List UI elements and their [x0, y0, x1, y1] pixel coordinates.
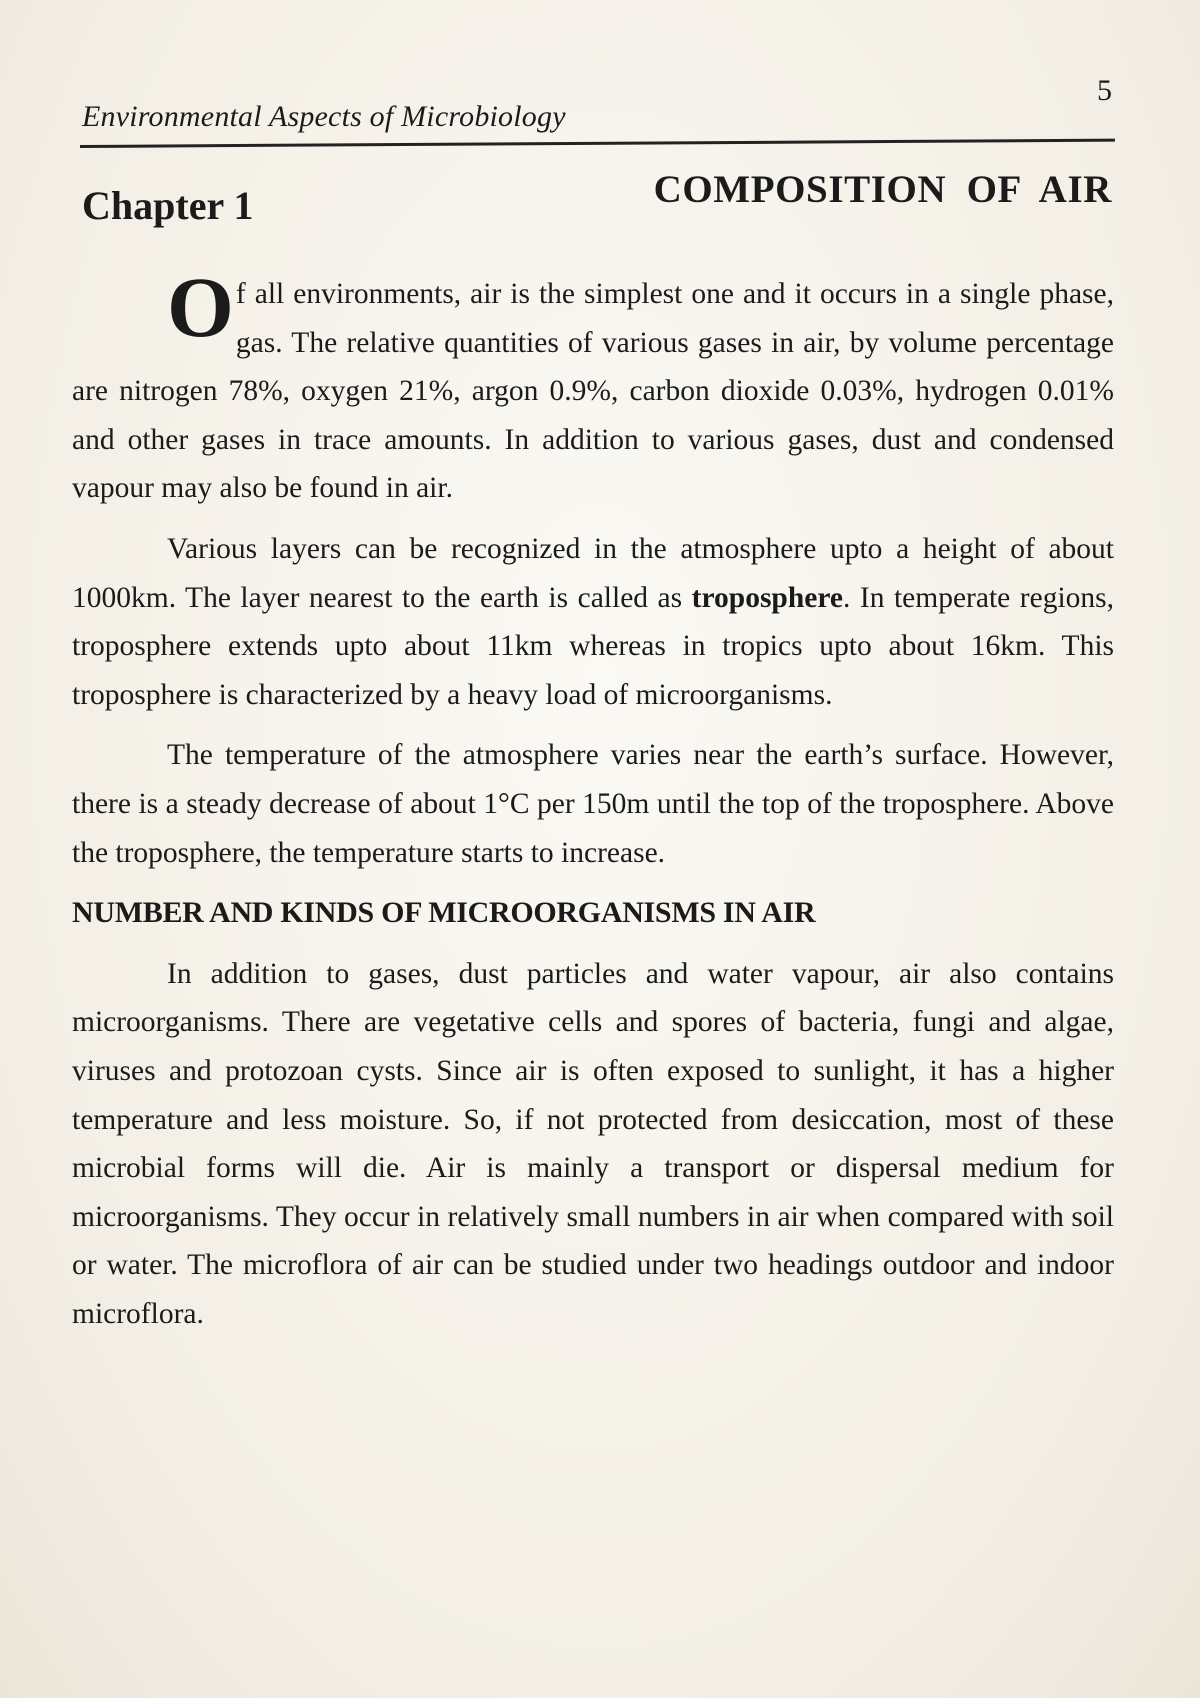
section-heading: NUMBER AND KINDS OF MICROORGANISMS IN AIR [72, 896, 816, 930]
paragraph-intro [72, 259, 1114, 513]
paragraph-layers [72, 525, 1114, 719]
body-text [72, 259, 1114, 1350]
chapter-title: COMPOSITION OF AIR [653, 168, 1112, 211]
paragraph-layers-text-start: Various layers can be recognized in the atmosphere upto a height of about 1000km. The layer nearest to the earth is called as [72, 532, 1114, 614]
chapter-label: Chapter 1 [82, 183, 254, 228]
paragraph-intro-text: f all environments, air is the simplest one and it occurs in a single phase, gas. The relative quantities of various gases in air, by volume percentage are nitrogen 78%, oxygen 21%, argon 0.9%, carbon dioxide 0.03%, hydrogen 0.01% and other gases in trace amounts. In addition to various gases, dust and condensed vapour may also be found in air. [72, 278, 1114, 505]
running-head-title: Environmental Aspects of Microbiology [82, 100, 566, 133]
paragraph-microorganisms: In addition to gases, dust particles and water vapour, air also contains microorganisms. There are vegetative cells and spores of bacteria, fungi and algae, viruses and protozoan cysts. Since air is often exposed to sunlight, it has a higher temperature and less moisture. So, if not protected from desiccation, most of these microbial forms will die. Air is mainly a transport or dispersal medium for microorganisms. They occur in relatively small numbers in air when compared with soil or water. The microflora of air can be studied under two headings outdoor and indoor microflora. [72, 957, 1114, 1330]
paragraph-layers-text-end: . In temperate regions, troposphere extends upto about 11km whereas in tropics upto about 16km. This troposphere is characterized by a heavy load of microorganisms. [72, 581, 1114, 711]
term-troposphere: troposphere [691, 581, 843, 614]
paragraph-temperature: The temperature of the atmosphere varies near the earth’s surface. However, there is a steady decrease of about 1°C per 150m until the top of the troposphere. Above the troposphere, the temperature starts to increase. [72, 739, 1114, 869]
header-rule [80, 139, 1115, 148]
page-number: 5 [1097, 74, 1112, 107]
drop-cap: O [167, 259, 234, 355]
